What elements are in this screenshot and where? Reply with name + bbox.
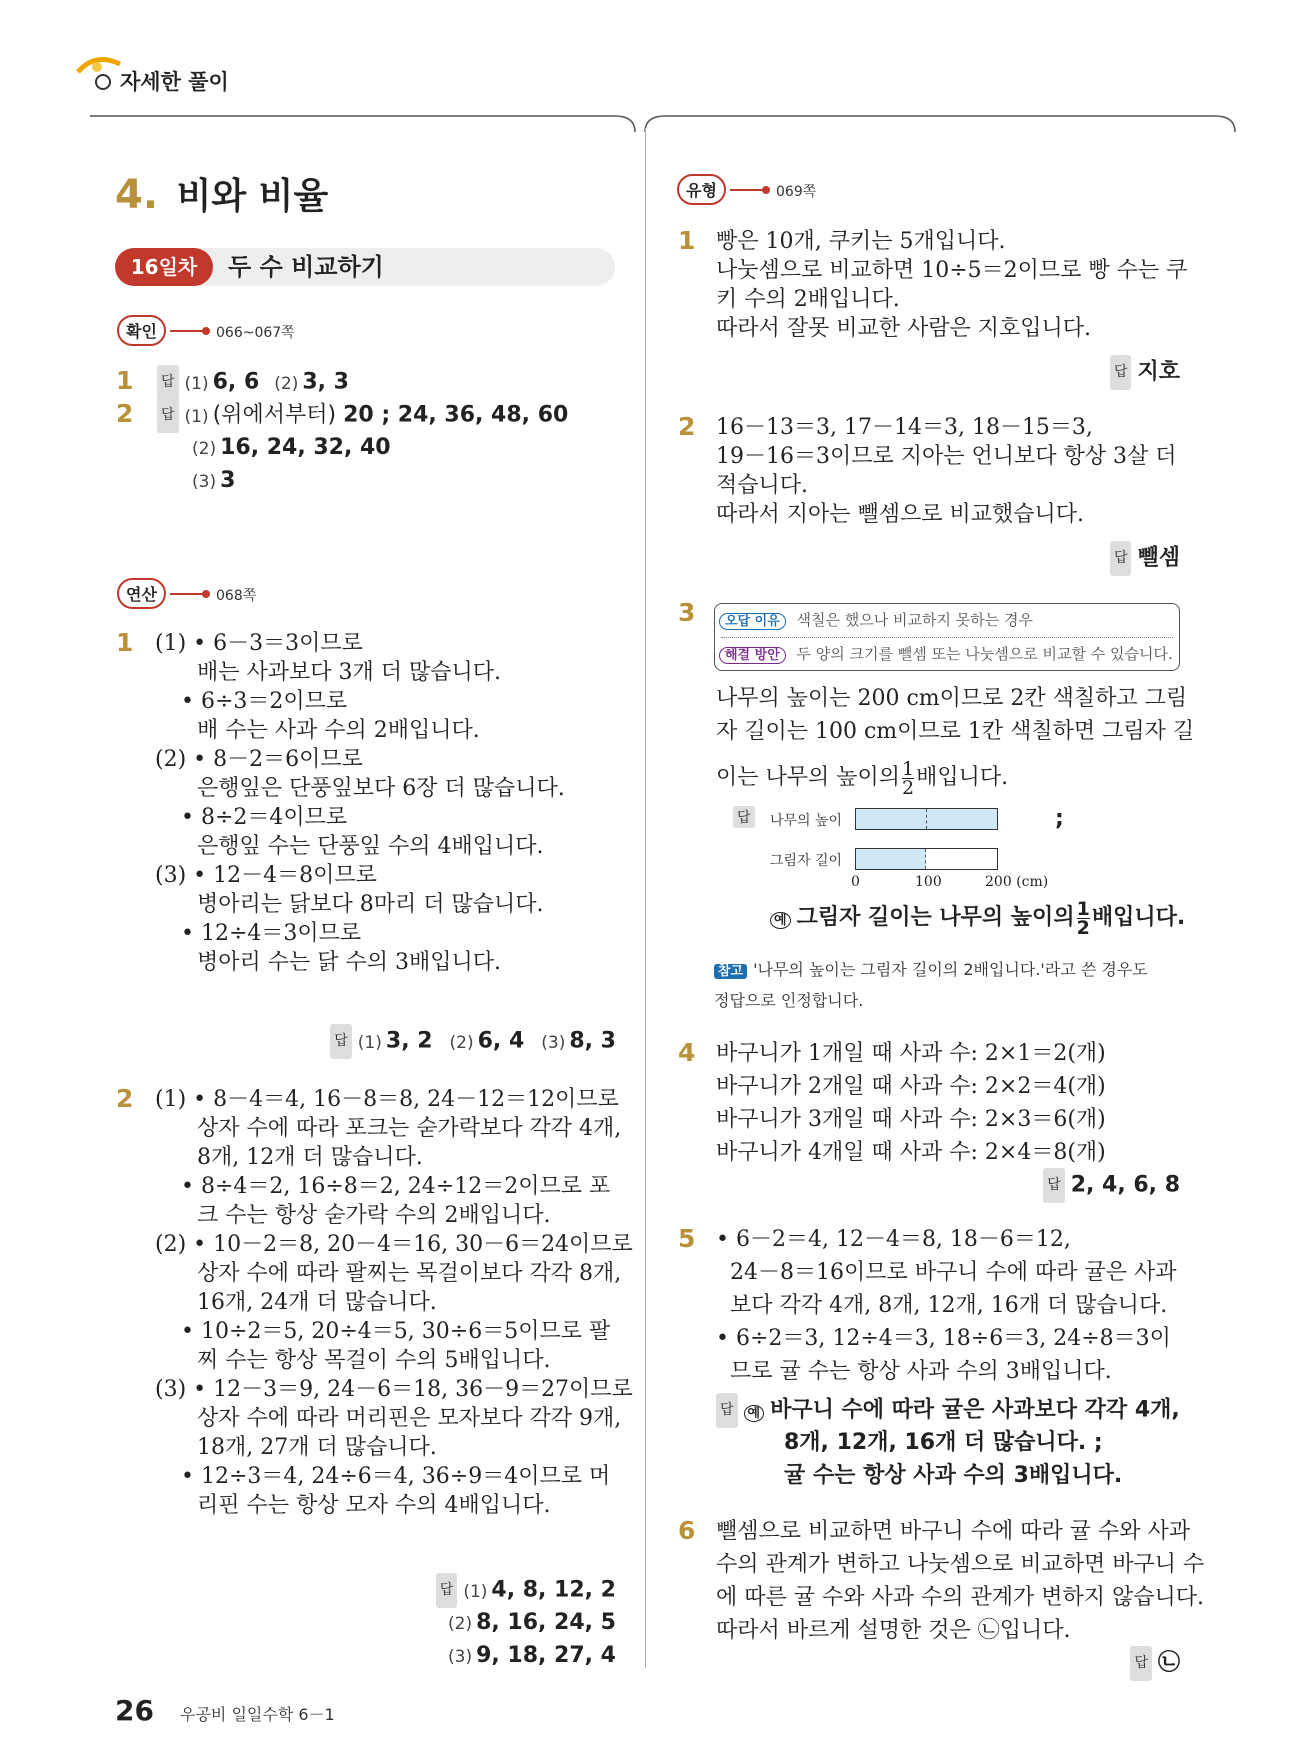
note-tag: 참고 [714, 964, 747, 979]
answer-tag: 답 [1110, 355, 1132, 390]
half-fraction: $\frac{1}{2}$ [902, 757, 915, 799]
text-line: 병아리 수는 닭 수의 3배입니다. [197, 950, 501, 975]
axis-200: 200 (cm) [985, 874, 1049, 890]
calc-p1-number: 1 [116, 628, 134, 657]
text-line: 나눗셈으로 비교하면 10÷5＝2이므로 빵 수는 쿠 [716, 258, 1188, 283]
confirm-dot [202, 327, 210, 335]
type-q3-note: 참고 '나무의 높이는 그림자 길이의 2배입니다.'라고 쓴 경우도 정답으로 인정합니다. [714, 960, 1148, 1010]
type-q6-answer: 답 ㉡ [880, 1646, 1180, 1681]
calc-p2-answer-3: (3) 9, 18, 27, 4 [448, 1643, 616, 1668]
example-tag: 예 [770, 912, 791, 929]
confirm-q1-answer: 답 (1) 6, 6 (2) 3, 3 [157, 365, 349, 401]
text-line: 배 수는 사과 수의 2배입니다. [197, 718, 480, 743]
text-line: 따라서 지아는 뺄셈으로 비교했습니다. [716, 502, 1085, 527]
text-line: 수의 관계가 변하고 나눗셈으로 비교하면 바구니 수 [716, 1552, 1205, 1577]
column-divider [645, 128, 646, 1668]
text-line: 자 길이는 100 cm이므로 1칸 색칠하면 그림자 길 [716, 719, 1195, 744]
answer-tag: 답 [436, 1573, 458, 1608]
text-line: 병아리는 닭보다 8마리 더 많습니다. [197, 892, 544, 917]
answer-tag: 답 [157, 365, 179, 400]
axis-100: 100 [915, 874, 942, 890]
text-line: 상자 수에 따라 머리핀은 모자보다 각각 9개, [197, 1406, 622, 1431]
type-pages: 069쪽 [776, 184, 817, 200]
confirm-q1-number: 1 [116, 366, 134, 395]
chapter-heading [115, 168, 328, 219]
text-line: • 8÷4＝2, 16÷8＝2, 24÷12＝2이므로 포 [181, 1174, 611, 1199]
type-q2-answer: 답 뺄셈 [880, 541, 1180, 576]
type-q6-number: 6 [678, 1516, 696, 1545]
text-line: 보다 각각 4개, 8개, 12개, 16개 더 많습니다. [730, 1293, 1168, 1318]
type-dot [762, 186, 770, 194]
chapter-title: 비와 비율 [176, 176, 329, 217]
text-line: 리핀 수는 항상 모자 수의 4배입니다. [197, 1493, 551, 1518]
type-q3-hint-box [714, 603, 1180, 671]
error-reason-tag: 오답 이유 [719, 613, 786, 630]
text-line: 키 수의 2배입니다. [716, 287, 900, 312]
text-line: • 6÷3＝2이므로 [181, 689, 348, 714]
text-line: • 6÷2＝3, 12÷4＝3, 18÷6＝3, 24÷8＝3이 [716, 1326, 1171, 1351]
calc-p2-answer-1: 답 (1) 4, 8, 12, 2 [300, 1573, 616, 1609]
calc-pages: 068쪽 [216, 588, 257, 604]
text-line: 크 수는 항상 숟가락 수의 2배입니다. [197, 1203, 551, 1228]
book-title: 우공비 일일수학 6－1 [180, 1705, 335, 1724]
calc-connector [170, 593, 205, 595]
type-label: 유형 [677, 174, 726, 205]
text-line: 바구니가 4개일 때 사과 수: 2×4＝8(개) [716, 1140, 1106, 1165]
confirm-q2-answer-3: (3) 3 [192, 468, 236, 493]
bar-shadow-length [855, 848, 998, 870]
answer-tag: 답 [716, 1393, 738, 1428]
text-line: 바구니가 3개일 때 사과 수: 2×3＝6(개) [716, 1107, 1106, 1132]
type-q3-fix-row: 해결 방안 두 양의 크기를 뺄셈 또는 나눗셈으로 비교할 수 있습니다. [719, 643, 1173, 664]
calc-label: 연산 [117, 578, 166, 609]
header-rule [70, 92, 1240, 132]
type-q3-example-answer: 예 그림자 길이는 나무의 높이의 $\frac{1}{2}$ 배입니다. [770, 896, 1185, 943]
header-title: 자세한 풀이 [120, 70, 229, 94]
type-connector [730, 189, 765, 191]
confirm-q2-number: 2 [116, 399, 134, 428]
text-line: 바구니가 2개일 때 사과 수: 2×2＝4(개) [716, 1074, 1106, 1099]
text-line: 상자 수에 따라 포크는 숟가락보다 각각 4개, [197, 1116, 622, 1141]
bar2-label: 그림자 길이 [770, 853, 843, 869]
text-line: 에 따른 귤 수와 사과 수의 관계가 변하지 않습니다. [716, 1585, 1204, 1610]
text-line: 상자 수에 따라 팔찌는 목걸이보다 각각 8개, [197, 1261, 622, 1286]
text-line: 은행잎 수는 단풍잎 수의 4배입니다. [197, 834, 544, 859]
text-line: 적습니다. [716, 473, 809, 498]
text-line: 따라서 바르게 설명한 것은 ㉡입니다. [716, 1618, 1071, 1643]
answer-tag: 답 [157, 398, 179, 433]
type-q4-number: 4 [678, 1038, 696, 1067]
chapter-number: 4. [115, 172, 159, 218]
text-line: 따라서 잘못 비교한 사람은 지호입니다. [716, 316, 1091, 341]
type-q3-line3: 이는 나무의 높이의 $\frac{1}{2}$ 배입니다. [716, 757, 1009, 799]
type-q5-number: 5 [678, 1224, 696, 1253]
page-number: 26 [115, 1694, 154, 1727]
text-line: 므로 귤 수는 항상 사과 수의 3배입니다. [730, 1359, 1112, 1384]
answer-tag: 답 [1043, 1168, 1065, 1203]
type-q3-number: 3 [678, 598, 696, 627]
text-line: (2) • 8－2＝6이므로 [155, 747, 363, 772]
text-line: • 10÷2＝5, 20÷4＝5, 30÷6＝5이므로 팔 [181, 1319, 611, 1344]
text-line: (1) • 8－4＝4, 16－8＝8, 24－12＝12이므로 [155, 1087, 619, 1112]
text-line: • 8÷2＝4이므로 [181, 805, 348, 830]
bar-mid-marker [926, 809, 927, 829]
type-q5-answer-2: 8개, 12개, 16개 더 많습니다. ; [784, 1430, 1103, 1455]
section-day-badge: 16일차 [115, 248, 213, 286]
text-line: (2) • 10－2＝8, 20－4＝16, 30－6＝24이므로 [155, 1232, 633, 1257]
solution-tag: 해결 방안 [719, 647, 786, 664]
confirm-q2-answer: 답 (1) (위에서부터) 20 ; 24, 36, 48, 60 [157, 398, 568, 434]
text-line: 빵은 10개, 쿠키는 5개입니다. [716, 229, 1006, 254]
type-q5-answer-3: 귤 수는 항상 사과 수의 3배입니다. [784, 1463, 1123, 1488]
bar-tree-height [855, 808, 998, 830]
text-line: • 12÷4＝3이므로 [181, 921, 362, 946]
confirm-connector [170, 330, 205, 332]
text-line: 은행잎은 단풍잎보다 6장 더 많습니다. [197, 776, 565, 801]
text-line: 16개, 24개 더 많습니다. [197, 1290, 437, 1315]
calc-dot [202, 590, 210, 598]
type-q1-answer: 답 지호 [880, 355, 1180, 390]
text-line: (3) • 12－4＝8이므로 [155, 863, 377, 888]
section-title: 두 수 비교하기 [228, 253, 384, 281]
example-tag: 예 [744, 1405, 765, 1422]
half-fraction: $\frac{1}{2}$ [1076, 897, 1090, 939]
answer-tag: 답 [330, 1024, 352, 1059]
text-line: 뺄셈으로 비교하면 바구니 수에 따라 귤 수와 사과 [716, 1519, 1190, 1544]
type-q3-answer-tag: 답 [733, 806, 761, 828]
calc-p2-number: 2 [116, 1084, 134, 1113]
bar1-label: 나무의 높이 [770, 813, 843, 829]
hint-divider [721, 637, 1173, 638]
type-q3-error-row: 오답 이유 색칠은 했으나 비교하지 못하는 경우 [719, 609, 1033, 630]
answer-tag: 답 [1110, 541, 1132, 576]
text-line: • 6－2＝4, 12－4＝8, 18－6＝12, [716, 1227, 1071, 1252]
text-line: • 12÷3＝4, 24÷6＝4, 36÷9＝4이므로 머 [181, 1464, 611, 1489]
answer-separator: ; [1055, 806, 1064, 831]
text-line: 배는 사과보다 3개 더 많습니다. [197, 660, 501, 685]
type-q2-number: 2 [678, 412, 696, 441]
text-line: 바구니가 1개일 때 사과 수: 2×1＝2(개) [716, 1041, 1106, 1066]
text-line: 24－8＝16이므로 바구니 수에 따라 귤은 사과 [730, 1260, 1177, 1285]
confirm-pages: 066~067쪽 [216, 325, 295, 341]
text-line: (3) • 12－3＝9, 24－6＝18, 36－9＝27이므로 [155, 1377, 633, 1402]
type-q1-number: 1 [678, 226, 696, 255]
confirm-label: 확인 [117, 315, 166, 346]
type-q5-answer: 답 예 바구니 수에 따라 귤은 사과보다 각각 4개, [716, 1393, 1180, 1430]
type-q4-answer: 답 2, 4, 6, 8 [880, 1168, 1180, 1203]
text-line: 나무의 높이는 200 cm이므로 2칸 색칠하고 그림 [716, 686, 1188, 711]
axis-0: 0 [851, 874, 860, 890]
text-line: (1) • 6－3＝3이므로 [155, 631, 363, 656]
confirm-q2-answer-2: (2) 16, 24, 32, 40 [192, 435, 391, 460]
calc-p1-answer: 답 (1) 3, 2 (2) 6, 4 (3) 8, 3 [300, 1024, 616, 1060]
bar-shadow-fill [856, 849, 926, 869]
calc-p2-answer-2: (2) 8, 16, 24, 5 [448, 1610, 616, 1635]
text-line: 19－16＝3이므로 지아는 언니보다 항상 3살 더 [716, 444, 1177, 469]
text-line: 찌 수는 항상 목걸이 수의 5배입니다. [197, 1348, 551, 1373]
text-line: 16－13＝3, 17－14＝3, 18－15＝3, [716, 415, 1093, 440]
text-line: 8개, 12개 더 많습니다. [197, 1145, 423, 1170]
text-line: 18개, 27개 더 많습니다. [197, 1435, 437, 1460]
answer-tag: 답 [1130, 1646, 1152, 1681]
